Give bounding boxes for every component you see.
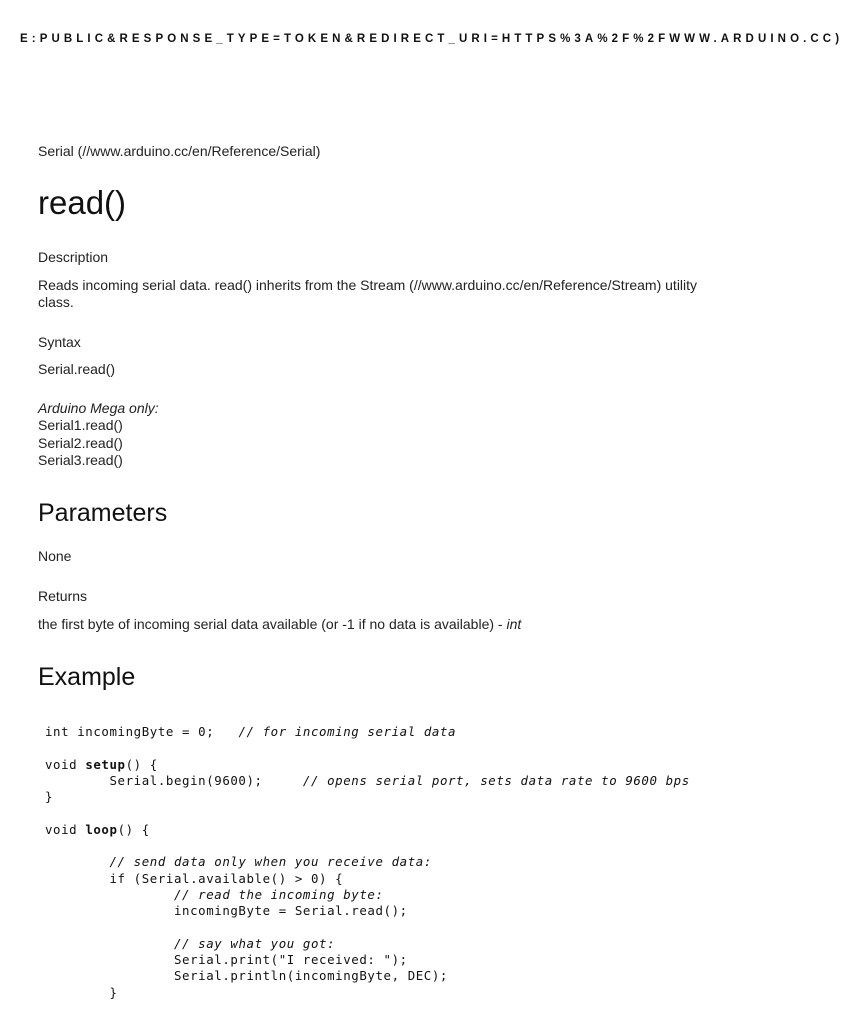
returns-heading: Returns — [38, 588, 88, 604]
code-function-name: setup — [85, 756, 126, 772]
mega-syntax-line: Serial3.read() — [38, 452, 123, 468]
example-code-block — [45, 724, 690, 1001]
syntax-heading: Syntax — [38, 334, 81, 350]
parameters-heading: Parameters — [38, 499, 168, 527]
code-line: Serial.begin(9600); // opens serial port, sets data rate to 9600 bps — [45, 772, 690, 788]
code-comment: // opens serial port, sets data rate to 9600 bps — [302, 772, 690, 788]
breadcrumb-link[interactable]: Serial (//www.arduino.cc/en/Reference/Serial) — [38, 143, 321, 159]
code-comment: // for incoming serial data — [238, 724, 457, 739]
mega-syntax-line: Serial2.read() — [38, 435, 123, 451]
code-line — [45, 936, 335, 951]
syntax-main: Serial.read() — [38, 361, 116, 377]
page-title: read() — [38, 184, 127, 221]
mega-syntax-line: Serial1.read() — [38, 417, 123, 433]
code-comment: // say what you got: — [173, 935, 336, 951]
code-line: void setup() { — [45, 756, 158, 772]
code-comment: // send data only when you receive data: — [109, 854, 432, 870]
code-line: } — [45, 789, 54, 805]
code-line: void loop() { — [45, 821, 150, 837]
url-banner: E:PUBLIC&RESPONSE_TYPE=TOKEN&REDIRECT_URI=HTTPS%3A%2F%2FWWW.ARDUINO.CC) — [20, 33, 843, 45]
parameters-value: None — [38, 548, 72, 564]
mega-note: Arduino Mega only: — [38, 400, 159, 416]
code-line: } — [45, 984, 118, 1000]
code-line: if (Serial.available() > 0) { — [45, 870, 344, 886]
code-comment: // read the incoming byte: — [173, 886, 384, 902]
code-line — [45, 854, 432, 869]
code-line — [45, 887, 384, 902]
description-text: Reads incoming serial data. read() inherits from the Stream (//www.arduino.cc/en/Reference/Stream) utility class. — [38, 277, 698, 310]
returns-text — [38, 616, 521, 632]
code-line: Serial.println(incomingByte, DEC); — [45, 968, 448, 984]
returns-type: int — [506, 616, 522, 632]
code-line: int incomingByte = 0; // for incoming serial data — [45, 724, 457, 739]
code-function-name: loop — [85, 821, 118, 837]
returns-description: the first byte of incoming serial data available (or -1 if no data is available) - — [38, 616, 507, 632]
code-line: Serial.print("I received: "); — [45, 952, 408, 968]
description-heading: Description — [38, 249, 109, 265]
example-heading: Example — [38, 663, 136, 691]
code-line: incomingByte = Serial.read(); — [45, 903, 408, 919]
